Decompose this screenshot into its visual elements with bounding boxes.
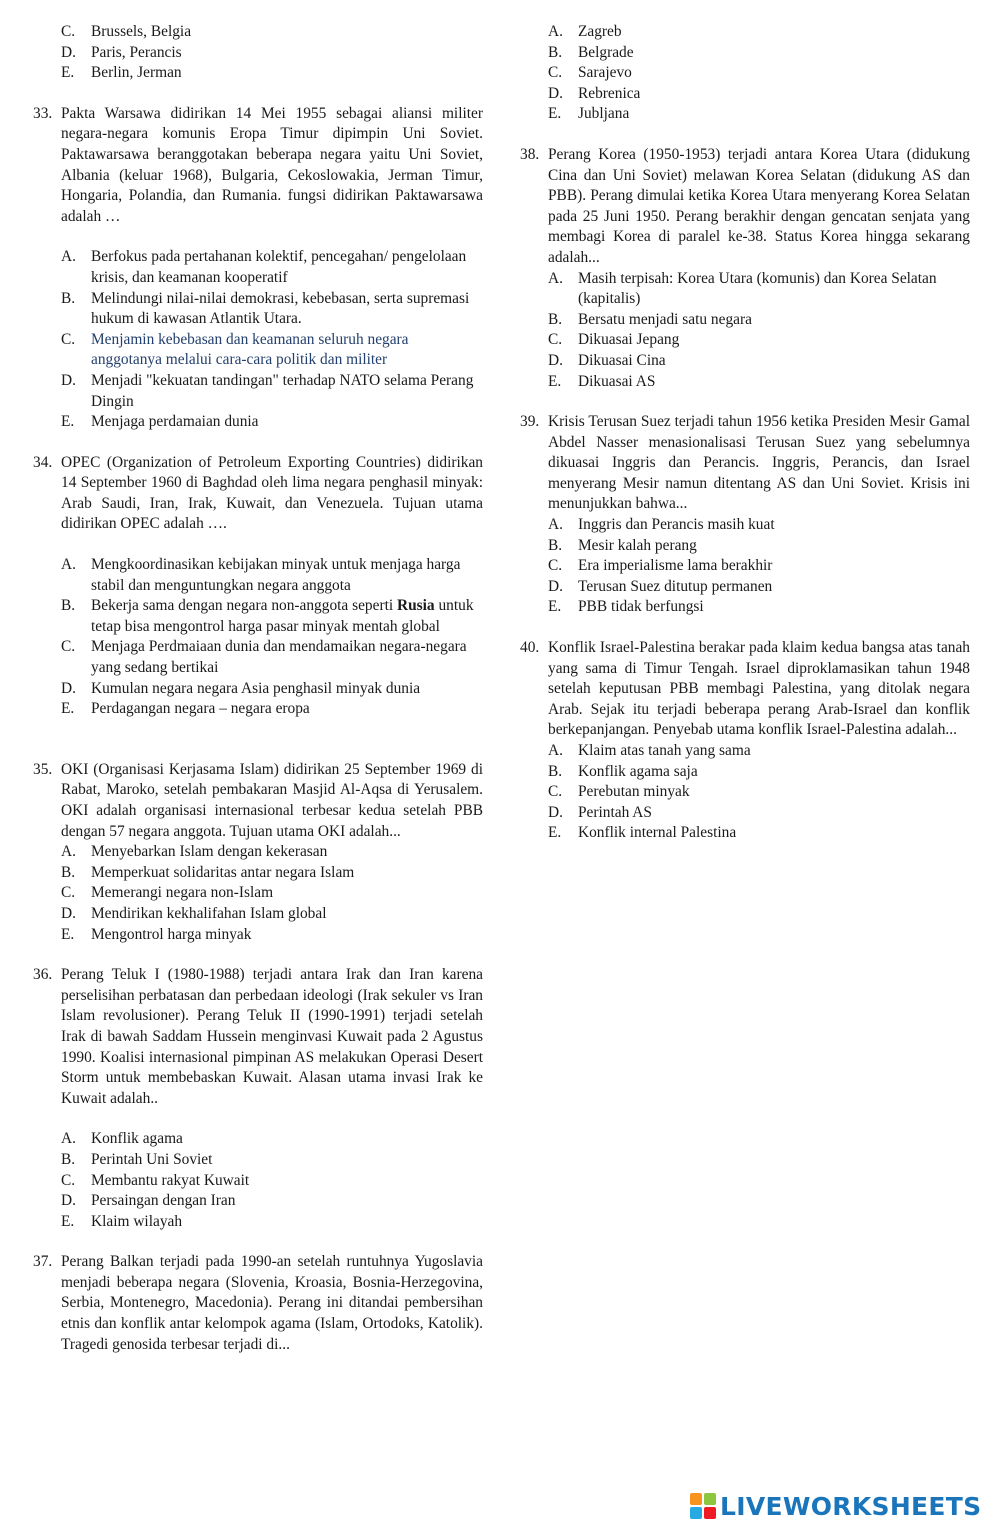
q38-option-b[interactable]: B. Bersatu menjadi satu negara — [548, 310, 752, 328]
q36-option-b[interactable]: B. Perintah Uni Soviet — [61, 1150, 213, 1168]
q40-number: 40. — [520, 639, 540, 657]
logo-text: LIVEWORKSHEETS — [720, 1491, 982, 1521]
q34-question — [33, 453, 483, 535]
q34-text: OPEC (Organization of Petroleum Exporting Countries) didirikan 14 September 1960 di Baghdad oleh lima negara penghasil minyak: Arab Saudi, Iran, Irak, Kuwait, dan Venezuela. Tujuan utama didirikan OPEC adalah …. — [61, 453, 483, 533]
q36-option-a[interactable]: A. Konflik agama — [61, 1130, 183, 1148]
q35-question — [33, 760, 483, 842]
q36-options — [33, 1129, 483, 1232]
q39-option-e[interactable]: E. PBB tidak berfungsi — [548, 598, 704, 616]
q39-option-c[interactable]: C. Era imperialisme lama berakhir — [548, 557, 773, 575]
q37-text: Perang Balkan terjadi pada 1990-an setelah runtuhnya Yugoslavia menjadi beberapa negara (Slovenia, Kroasia, Bosnia-Herzegovina, Serbia, Montenegro, Macedonia). Perang ini ditandai pembersihan etnis dan konflik antar kelompok agama (Islam, Ortodoks, Katolik). Tragedi genosida terbesar terjadi di... — [61, 1253, 483, 1353]
q36-option-e[interactable]: E. Klaim wilayah — [61, 1212, 183, 1230]
q34-number: 34. — [33, 453, 53, 471]
liveworksheets-logo-icon — [690, 1493, 716, 1519]
q33-options — [33, 247, 483, 432]
q36-option-c[interactable]: C. Membantu rakyat Kuwait — [61, 1171, 250, 1189]
q39-text: Krisis Terusan Suez terjadi tahun 1956 ketika Presiden Mesir Gamal Abdel Nasser menasionalisasi Terusan Suez yang sebelumnya dikuasai Inggris dan Perancis. Inggris, Perancis, dan Israel menyerang Mesir namun ditentang AS dan Uni Soviet. Krisis ini menunjukkan bahwa... — [548, 413, 970, 513]
q39-option-b[interactable]: B. Mesir kalah perang — [548, 536, 697, 554]
q39-option-d[interactable]: D. Terusan Suez ditutup permanen — [548, 577, 773, 595]
q33-option-d[interactable]: D. Menjadi "kekuatan tandingan" terhadap NATO selama Perang Dingin — [61, 371, 474, 410]
q38-number: 38. — [520, 145, 540, 163]
q36-number: 36. — [33, 966, 53, 984]
q37-option-d[interactable]: D. Rebrenica — [548, 84, 641, 102]
q34-option-d[interactable]: D. Kumulan negara negara Asia penghasil minyak dunia — [61, 679, 421, 697]
q33-option-b[interactable]: B. Melindungi nilai-nilai demokrasi, kebebasan, serta supremasi hukum di kawasan Atlantik Utara. — [61, 289, 470, 328]
q40-option-c[interactable]: C. Perebutan minyak — [548, 783, 690, 801]
q34-option-a[interactable]: A. Mengkoordinasikan kebijakan minyak untuk menjaga harga stabil dan menguntungkan negara anggota — [61, 556, 461, 594]
q37-option-e[interactable]: E. Jubljana — [548, 105, 630, 123]
q35-options — [33, 842, 483, 945]
q37-number: 37. — [33, 1253, 53, 1271]
q37-option-a[interactable]: A. Zagreb — [548, 23, 622, 40]
q38-options — [520, 269, 970, 393]
q36-question — [33, 965, 483, 1109]
q34-option-c[interactable]: C. Menjaga Perdmaiaan dunia dan mendamaikan negara-negara yang sedang bertikai — [61, 638, 467, 677]
liveworksheets-logo[interactable] — [690, 1489, 990, 1523]
right-column — [520, 22, 970, 844]
q34-option-b[interactable]: B. Bekerja sama dengan negara non-anggota seperti Rusia untuk tetap bisa mengontrol harga pasar minyak mentah global — [61, 597, 474, 635]
q39-question — [520, 412, 970, 515]
q40-question — [520, 638, 970, 741]
q32-option-e[interactable]: E. Berlin, Jerman — [61, 64, 182, 82]
q40-option-a[interactable]: A. Klaim atas tanah yang sama — [548, 742, 751, 759]
q40-option-b[interactable]: B. Konflik agama saja — [548, 762, 698, 780]
q37-option-b[interactable]: B. Belgrade — [548, 43, 634, 61]
q35-option-b[interactable]: B. Memperkuat solidaritas antar negara Islam — [61, 863, 355, 881]
q40-option-e[interactable]: E. Konflik internal Palestina — [548, 824, 737, 842]
q39-option-a[interactable]: A. Inggris dan Perancis masih kuat — [548, 516, 775, 534]
q32-option-c[interactable]: C. Brussels, Belgia — [61, 23, 192, 40]
q33-option-e[interactable]: E. Menjaga perdamaian dunia — [61, 413, 259, 431]
q35-option-d[interactable]: D. Mendirikan kekhalifahan Islam global — [61, 904, 327, 922]
q36-text: Perang Teluk I (1980-1988) terjadi antara Irak dan Iran karena perselisihan perbatasan dan perbedaan ideologi (Irak sekuler vs Iran Islam revolusioner). Perang Teluk II (1990-1991) terjadi setelah Irak di bawah Saddam Hussein menginvasi Kuwait pada 2 Agustus 1990. Koalisi internasional pimpinan AS melakukan Operasi Desert Storm untuk membebaskan Kuwait. Alasan utama invasi Irak ke Kuwait adalah.. — [61, 966, 483, 1107]
q32-option-d[interactable]: D. Paris, Perancis — [61, 43, 182, 61]
q33-option-c[interactable]: C. Menjamin kebebasan dan keamanan seluruh negara anggotanya melalui cara-cara politik dan militer — [61, 330, 409, 369]
left-column — [33, 22, 483, 1355]
q33-number: 33. — [33, 104, 53, 122]
q35-option-c[interactable]: C. Memerangi negara non-Islam — [61, 884, 274, 902]
q38-option-d[interactable]: D. Dikuasai Cina — [548, 351, 666, 369]
q40-options — [520, 741, 970, 844]
q39-options — [520, 515, 970, 618]
q37-options — [520, 22, 970, 125]
q33-option-a[interactable]: A. Berfokus pada pertahanan kolektif, pencegahan/ pengelolaan krisis, dan keamanan kooperatif — [61, 248, 467, 286]
q35-option-e[interactable]: E. Mengontrol harga minyak — [61, 925, 252, 943]
q36-option-d[interactable]: D. Persaingan dengan Iran — [61, 1192, 236, 1210]
q38-question — [520, 145, 970, 269]
q37-question — [33, 1252, 483, 1355]
q34-option-e[interactable]: E. Perdagangan negara – negara eropa — [61, 700, 310, 718]
q37-option-c[interactable]: C. Sarajevo — [548, 64, 632, 82]
q39-number: 39. — [520, 413, 540, 431]
q38-option-e[interactable]: E. Dikuasai AS — [548, 372, 656, 390]
q40-text: Konflik Israel-Palestina berakar pada klaim kedua bangsa atas tanah yang sama di Timur Tengah. Israel diproklamasikan tahun 1948 setelah keputusan PBB membagi Palestina, yang ditolak negara Arab. Sejak itu terjadi beberapa perang Arab-Israel dan konflik berkepanjangan. Penyebab utama konflik Israel-Palestina adalah... — [548, 639, 970, 739]
q34-options — [33, 555, 483, 720]
q35-text: OKI (Organisasi Kerjasama Islam) didirikan 25 September 1969 di Rabat, Maroko, setelah pembakaran Masjid Al-Aqsa di Yerusalem. OKI adalah organisasi internasional terbesar kedua setelah PBB dengan 57 negara anggota. Tujuan utama OKI adalah... — [61, 760, 483, 840]
q32-options — [33, 22, 483, 84]
q38-option-a[interactable]: A. Masih terpisah: Korea Utara (komunis) dan Korea Selatan (kapitalis) — [548, 269, 937, 308]
q35-number: 35. — [33, 760, 53, 778]
q38-option-c[interactable]: C. Dikuasai Jepang — [548, 331, 680, 349]
q33-question — [33, 104, 483, 228]
q35-option-a[interactable]: A. Menyebarkan Islam dengan kekerasan — [61, 843, 328, 861]
q40-option-d[interactable]: D. Perintah AS — [548, 803, 652, 821]
q33-text: Pakta Warsawa didirikan 14 Mei 1955 sebagai aliansi militer negara-negara komunis Eropa Timur dipimpin Uni Soviet. Paktawarsawa beranggotakan beberapa negara yaitu Uni Soviet, Albania (keluar 1968), Bulgaria, Cekoslowakia, Jerman Timur, Hongaria, Polandia, dan Rumania. fungsi didirikan Paktawarsawa adalah … — [61, 104, 483, 225]
q38-text: Perang Korea (1950-1953) terjadi antara Korea Utara (didukung Cina dan Uni Soviet) melawan Korea Selatan (didukung AS dan PBB). Perang dimulai ketika Korea Utara menyerang Korea Selatan pada 25 Juni 1950. Perang berakhir dengan gencatan senjata yang membagi Korea di paralel ke-38. Status Korea hingga sekarang adalah... — [548, 145, 970, 266]
q34-option-b-bold: Rusia — [396, 597, 435, 615]
